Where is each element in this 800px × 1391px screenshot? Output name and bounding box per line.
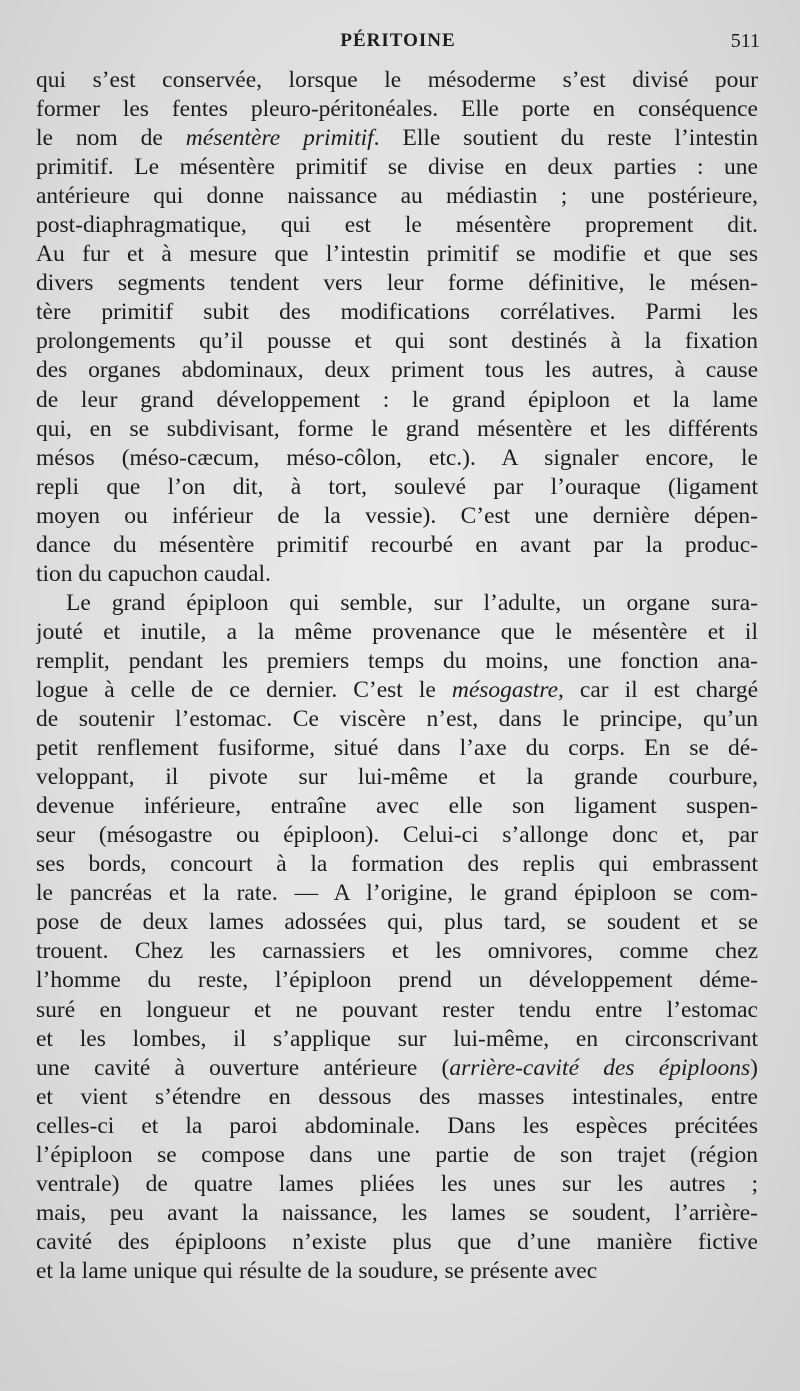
- text-line: et les lombes, il s’applique sur lui-même, en circonscrivant: [36, 1025, 758, 1052]
- text-line: remplit, pendant les premiers temps du moins, une fonction ana-: [36, 647, 758, 674]
- text-line: devenue inférieure, entraîne avec elle son ligament suspen-: [36, 793, 758, 820]
- text-line: logue à celle de ce dernier. C’est le mésogastre, car il est chargé: [36, 676, 758, 703]
- running-head: PÉRITOINE: [340, 30, 456, 51]
- text-line: et vient s’étendre en dessous des masses intestinales, entre: [36, 1083, 758, 1110]
- text-line: celles-ci et la paroi abdominale. Dans les espèces précitées: [36, 1112, 758, 1139]
- text-line: divers segments tendent vers leur forme définitive, le mésen-: [36, 270, 758, 297]
- text-line: repli que l’on dit, à tort, soulevé par l’ouraque (ligament: [36, 473, 758, 500]
- text-line: Au fur et à mesure que l’intestin primitif se modifie et que ses: [36, 241, 758, 268]
- text-line: une cavité à ouverture antérieure (arrière-cavité des épiploons): [36, 1054, 758, 1081]
- text-line: prolongements qu’il pousse et qui sont destinés à la fixation: [36, 328, 758, 355]
- text-line: mésos (méso-cæcum, méso-côlon, etc.). A signaler encore, le: [36, 444, 758, 471]
- text-line: tion du capuchon caudal.: [36, 560, 271, 587]
- body-text: [36, 66, 758, 1286]
- text-line: l’épiploon se compose dans une partie de son trajet (région: [36, 1141, 758, 1168]
- page-number: 511: [730, 30, 760, 52]
- text-line: post-diaphragmatique, qui est le mésentère proprement dit.: [36, 212, 758, 239]
- text-line: qui s’est conservée, lorsque le mésoderme s’est divisé pour: [36, 67, 758, 93]
- text-line: des organes abdominaux, deux priment tous les autres, à cause: [36, 357, 758, 384]
- text-line: le pancréas et la rate. — A l’origine, le grand épiploon se com-: [36, 880, 758, 907]
- text-line: mais, peu avant la naissance, les lames se soudent, l’arrière-: [36, 1199, 758, 1226]
- text-line: et la lame unique qui résulte de la soudure, se présente avec: [36, 1257, 598, 1284]
- text-line: trouent. Chez les carnassiers et les omnivores, comme chez: [36, 938, 758, 965]
- text-line: cavité des épiploons n’existe plus que d’une manière fictive: [36, 1228, 758, 1255]
- text-line: petit renflement fusiforme, situé dans l’axe du corps. En se dé-: [36, 735, 758, 762]
- text-line: former les fentes pleuro-péritonéales. Elle porte en conséquence: [36, 96, 758, 123]
- text-line: jouté et inutile, a la même provenance que le mésentère et il: [36, 618, 758, 645]
- text-line: le nom de mésentère primitif. Elle soutient du reste l’intestin: [36, 125, 758, 152]
- text-line: dance du mésentère primitif recourbé en avant par la produc-: [36, 531, 758, 558]
- paragraph: [36, 66, 758, 589]
- text-line: ses bords, concourt à la formation des replis qui embrassent: [36, 851, 758, 878]
- text-line: tère primitif subit des modifications corrélatives. Parmi les: [36, 299, 758, 326]
- text-line: seur (mésogastre ou épiploon). Celui-ci s’allonge donc et, par: [36, 822, 758, 849]
- paragraph: [36, 589, 758, 1286]
- text-line: moyen ou inférieur de la vessie). C’est une dernière dépen-: [36, 502, 758, 529]
- text-line: l’homme du reste, l’épiploon prend un développement déme-: [36, 967, 758, 994]
- text-line: qui, en se subdivisant, forme le grand mésentère et les différents: [36, 415, 758, 442]
- text-line: Le grand épiploon qui semble, sur l’adulte, un organe sura-: [66, 589, 758, 616]
- text-line: de soutenir l’estomac. Ce viscère n’est, dans le principe, qu’un: [36, 706, 758, 733]
- text-line: antérieure qui donne naissance au médiastin ; une postérieure,: [36, 183, 758, 210]
- text-line: pose de deux lames adossées qui, plus tard, se soudent et se: [36, 909, 758, 936]
- text-line: suré en longueur et ne pouvant rester tendu entre l’estomac: [36, 996, 758, 1023]
- page-header: [36, 30, 760, 64]
- text-line: primitif. Le mésentère primitif se divise en deux parties : une: [36, 154, 758, 181]
- text-line: de leur grand développement : le grand épiploon et la lame: [36, 386, 758, 413]
- text-line: ventrale) de quatre lames pliées les unes sur les autres ;: [36, 1170, 758, 1197]
- text-line: veloppant, il pivote sur lui-même et la grande courbure,: [36, 764, 758, 791]
